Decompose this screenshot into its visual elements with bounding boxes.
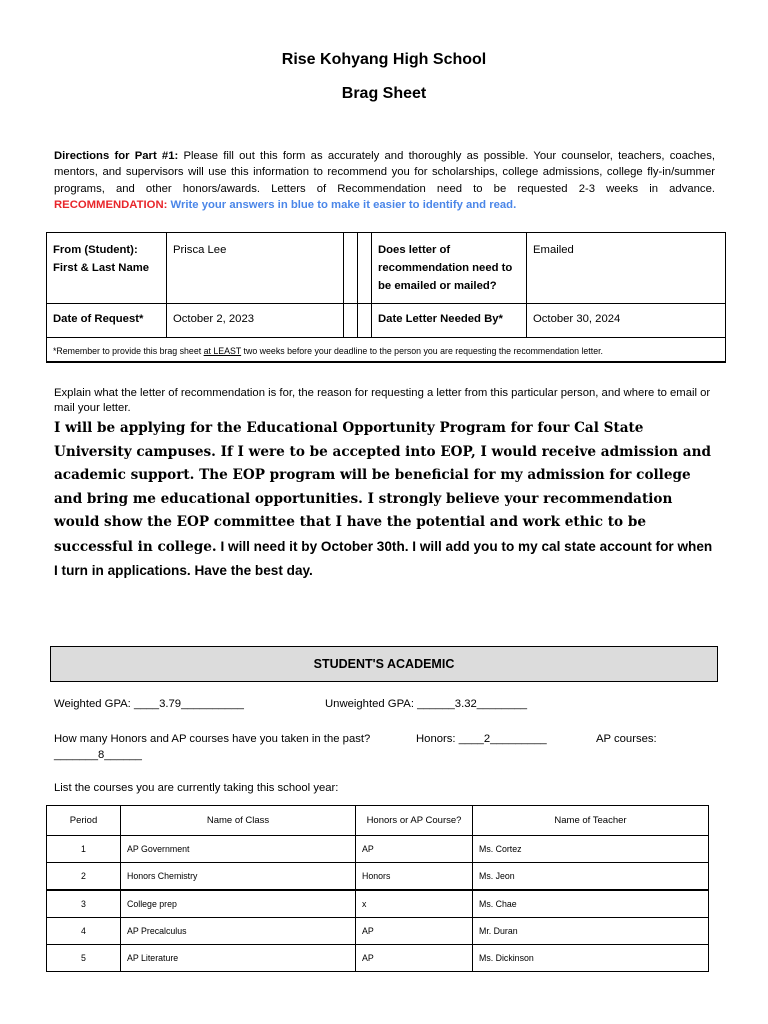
class-cell[interactable]: AP Precalculus [121,918,356,945]
courses-question: How many Honors and AP courses have you taken in the past? [54,733,371,745]
courses-table [46,805,709,972]
table-row [47,918,709,945]
weighted-gpa-field[interactable]: Weighted GPA: ____3.79__________ [54,698,244,710]
recommendation-label: RECOMMENDATION: [54,198,168,211]
directions-text: Please fill out this form as accurately and thoroughly as possible. Your counselor, teachers, coaches, mentors, and supervisors will use this information to recommend you for scholarships, college admissions, college fly-in/summer programs, and other honors/awards. Letters of Recommendation need to be requested 2-3 weeks in advance. [54,150,715,195]
date-needed-label: Date Letter Needed By* [372,304,527,338]
column-header-period: Period [47,806,121,836]
note-emphasis: at LEAST [203,346,242,356]
class-cell[interactable]: AP Government [121,836,356,863]
school-name: Rise Kohyang High School [281,51,487,68]
explain-prompt: Explain what the letter of recommendation is for, the reason for requesting a letter from this particular person, and where to email or mail your letter. [54,387,711,414]
delivery-label: Does letter of recommendation need to be emailed or mailed? [372,233,527,304]
academic-section-header: STUDENT'S ACADEMIC [50,646,718,682]
directions-paragraph [54,148,715,213]
date-needed-value[interactable]: October 30, 2024 [527,304,726,338]
request-info-table [46,232,726,363]
column-header-teacher: Name of Teacher [473,806,709,836]
period-cell[interactable]: 5 [47,945,121,972]
teacher-cell[interactable]: Mr. Duran [473,918,709,945]
teacher-cell[interactable]: Ms. Jeon [473,863,709,891]
explain-answer[interactable] [54,417,718,584]
unweighted-gpa-field[interactable]: Unweighted GPA: ______3.32________ [325,698,528,710]
course-type-cell[interactable]: x [356,890,473,918]
table-row [47,863,709,891]
table-row [47,945,709,972]
reminder-note [47,338,726,363]
date-request-value[interactable]: October 2, 2023 [167,304,344,338]
class-cell[interactable]: Honors Chemistry [121,863,356,891]
course-type-cell[interactable]: Honors [356,863,473,891]
from-label-line1: From (Student): [53,244,138,256]
directions-label: Directions for Part #1: [54,150,179,162]
table-row [47,890,709,918]
recommendation-text: Write your answers in blue to make it easier to identify and read. [167,198,517,211]
period-cell[interactable]: 4 [47,918,121,945]
period-cell[interactable]: 1 [47,836,121,863]
from-value[interactable]: Prisca Lee [167,233,344,304]
delivery-value[interactable]: Emailed [527,233,726,304]
answer-sans-text: I will need it by October 30th. I will add you to my cal state account for when I turn in applications. Have the best day. [54,538,713,578]
date-request-label: Date of Request* [47,304,167,338]
period-cell[interactable]: 3 [47,890,121,918]
courses-header-row [47,806,709,836]
ap-count-field[interactable]: _______8______ [54,749,142,761]
class-cell[interactable]: AP Literature [121,945,356,972]
column-divider [344,304,358,338]
course-type-cell[interactable]: AP [356,945,473,972]
from-label [47,233,167,304]
column-divider [358,304,372,338]
teacher-cell[interactable]: Ms. Chae [473,890,709,918]
column-header-class: Name of Class [121,806,356,836]
honors-count-field[interactable]: Honors: ____2_________ [416,733,547,745]
course-list-prompt: List the courses you are currently taking this school year: [54,782,339,794]
teacher-cell[interactable]: Ms. Cortez [473,836,709,863]
document-title: Brag Sheet [341,85,427,102]
note-text-end: two weeks before your deadline to the person you are requesting the recommendation letter. [241,346,603,356]
from-label-line2: First & Last Name [53,262,150,274]
period-cell[interactable]: 2 [47,863,121,891]
column-divider [344,233,358,304]
table-row [47,836,709,863]
course-type-cell[interactable]: AP [356,918,473,945]
column-divider [358,233,372,304]
answer-serif-text: I will be applying for the Educational Opportunity Program for four Cal State University campuses. If I were to be accepted into EOP, I would receive admission and academic support. The EOP program will be beneficial for my admission for college and bring me educational opportunities. I strongly believe your recommendation would show the EOP committee that I have the potential and work ethic to be successful in college. [54,420,711,555]
course-type-cell[interactable]: AP [356,836,473,863]
class-cell[interactable]: College prep [121,890,356,918]
note-text: *Remember to provide this brag sheet [53,346,204,356]
column-header-type: Honors or AP Course? [356,806,473,836]
teacher-cell[interactable]: Ms. Dickinson [473,945,709,972]
ap-courses-label: AP courses: [596,733,657,745]
